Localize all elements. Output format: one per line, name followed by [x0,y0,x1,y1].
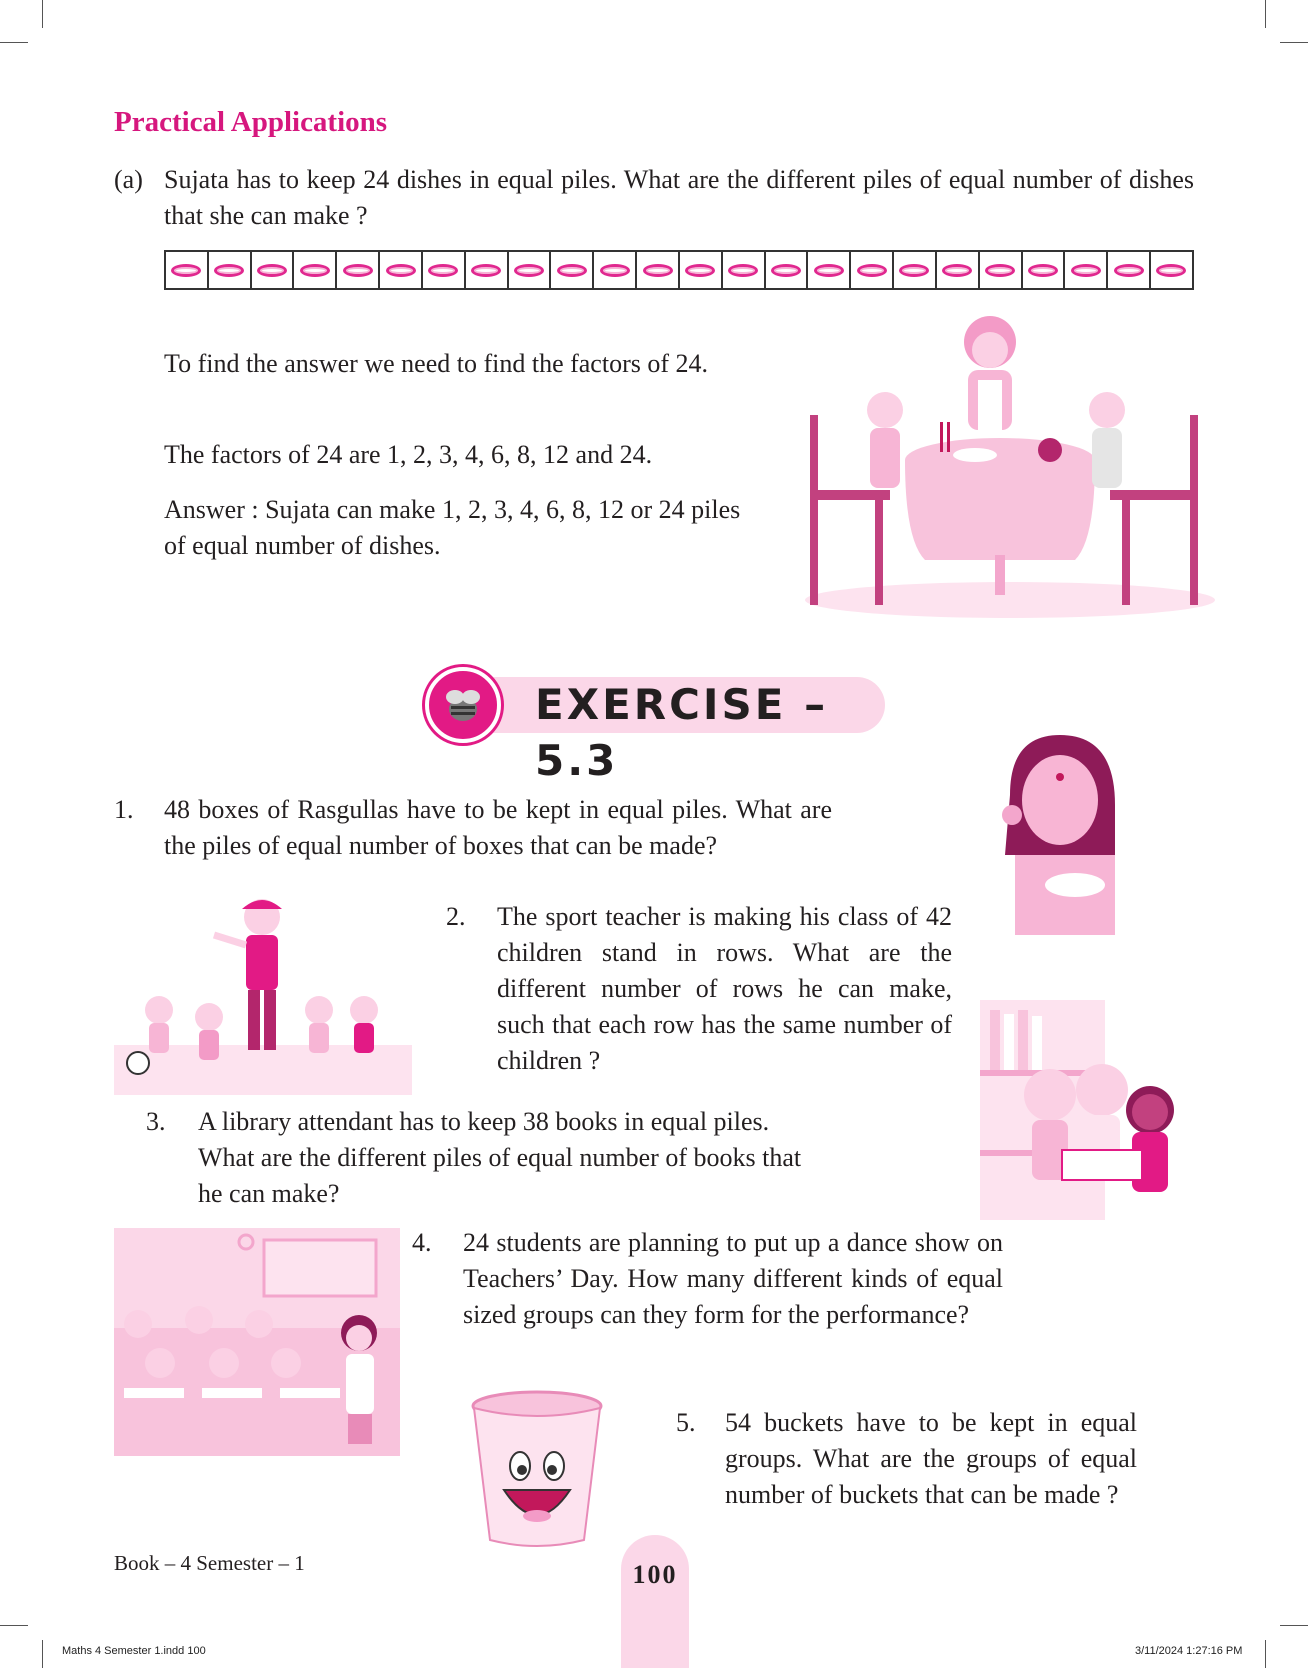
question-number: 1. [114,795,134,824]
dish-icon [209,252,252,288]
dish-icon [594,252,637,288]
dish-icon [337,252,380,288]
question-number: 2. [446,902,466,931]
solution-answer: Answer : Sujata can make 1, 2, 3, 4, 6, 8, 12 or 24 piles of equal number of dishes. [164,495,741,560]
solution-line-1: To find the answer we need to find the factors of 24. [164,349,709,378]
dishes-strip [164,250,1194,290]
question-2-text: The sport teacher is making his class of 42 children stand in rows. What are the different number of rows he can make, such that each row has the same number of children ? [497,902,952,1075]
dish-icon [380,252,423,288]
dish-icon [637,252,680,288]
dish-icon [851,252,894,288]
dish-icon [252,252,295,288]
dish-icon [294,252,337,288]
exercise-banner [425,673,885,785]
dish-icon [509,252,552,288]
dish-icon [1108,252,1151,288]
dish-icon [1065,252,1108,288]
question-number: 3. [146,1107,166,1136]
question-4-text: 24 students are planning to put up a dance show on Teachers’ Day. How many different kinds of equal sized groups can they form for the performance? [463,1228,1003,1329]
question-3-text: A library attendant has to keep 38 books in equal piles. What are the different piles of equal number of books that he can make? [198,1107,802,1208]
question-number: 4. [412,1228,432,1257]
question-1-text: 48 boxes of Rasgullas have to be kept in equal piles. What are the piles of equal number of boxes that can be made? [164,795,832,860]
crop-mark [1265,0,1266,28]
dish-icon [808,252,851,288]
exercise-title: EXERCISE – 5.3 [535,680,829,785]
intro-text: Sujata has to keep 24 dishes in equal piles. What are the different piles of equal number of dishes that she can make ? [164,165,1194,230]
solution-line-2: The factors of 24 are 1, 2, 3, 4, 6, 8, 12 and 24. [164,440,653,469]
dish-icon [680,252,723,288]
question-number: 5. [676,1408,696,1437]
timestamp-slug: 3/11/2024 1:27:16 PM [1135,1645,1243,1657]
crop-mark [0,42,28,43]
classroom-illustration [114,1228,400,1456]
bee-icon [425,667,501,743]
section-heading: Practical Applications [114,106,388,138]
dish-icon [166,252,209,288]
dish-icon [723,252,766,288]
crop-mark [0,1625,28,1626]
crop-mark [1280,42,1308,43]
crop-mark [1280,1625,1308,1626]
crop-mark [42,0,43,28]
sport-teacher-illustration [114,895,412,1095]
dish-icon [1023,252,1066,288]
crop-mark [1265,1640,1266,1668]
question-label: (a) [114,165,143,194]
page-number-tab [621,1535,689,1668]
smiling-bucket-illustration [468,1390,606,1550]
library-children-illustration [980,1000,1195,1250]
dish-icon [551,252,594,288]
crop-mark [42,1640,43,1668]
dish-icon [766,252,809,288]
book-semester-label: Book – 4 Semester – 1 [114,1551,305,1575]
file-slug: Maths 4 Semester 1.indd 100 [62,1645,206,1657]
dish-icon [894,252,937,288]
question-5-text: 54 buckets have to be kept in equal groups. What are the groups of equal number of buckets that can be made ? [725,1408,1137,1509]
page-number: 100 [632,1560,678,1589]
dining-family-illustration [800,310,1220,620]
woman-eating-rasgulla-illustration [990,735,1125,935]
dish-icon [937,252,980,288]
dish-icon [980,252,1023,288]
dish-icon [423,252,466,288]
dish-icon [1151,252,1192,288]
dish-icon [466,252,509,288]
